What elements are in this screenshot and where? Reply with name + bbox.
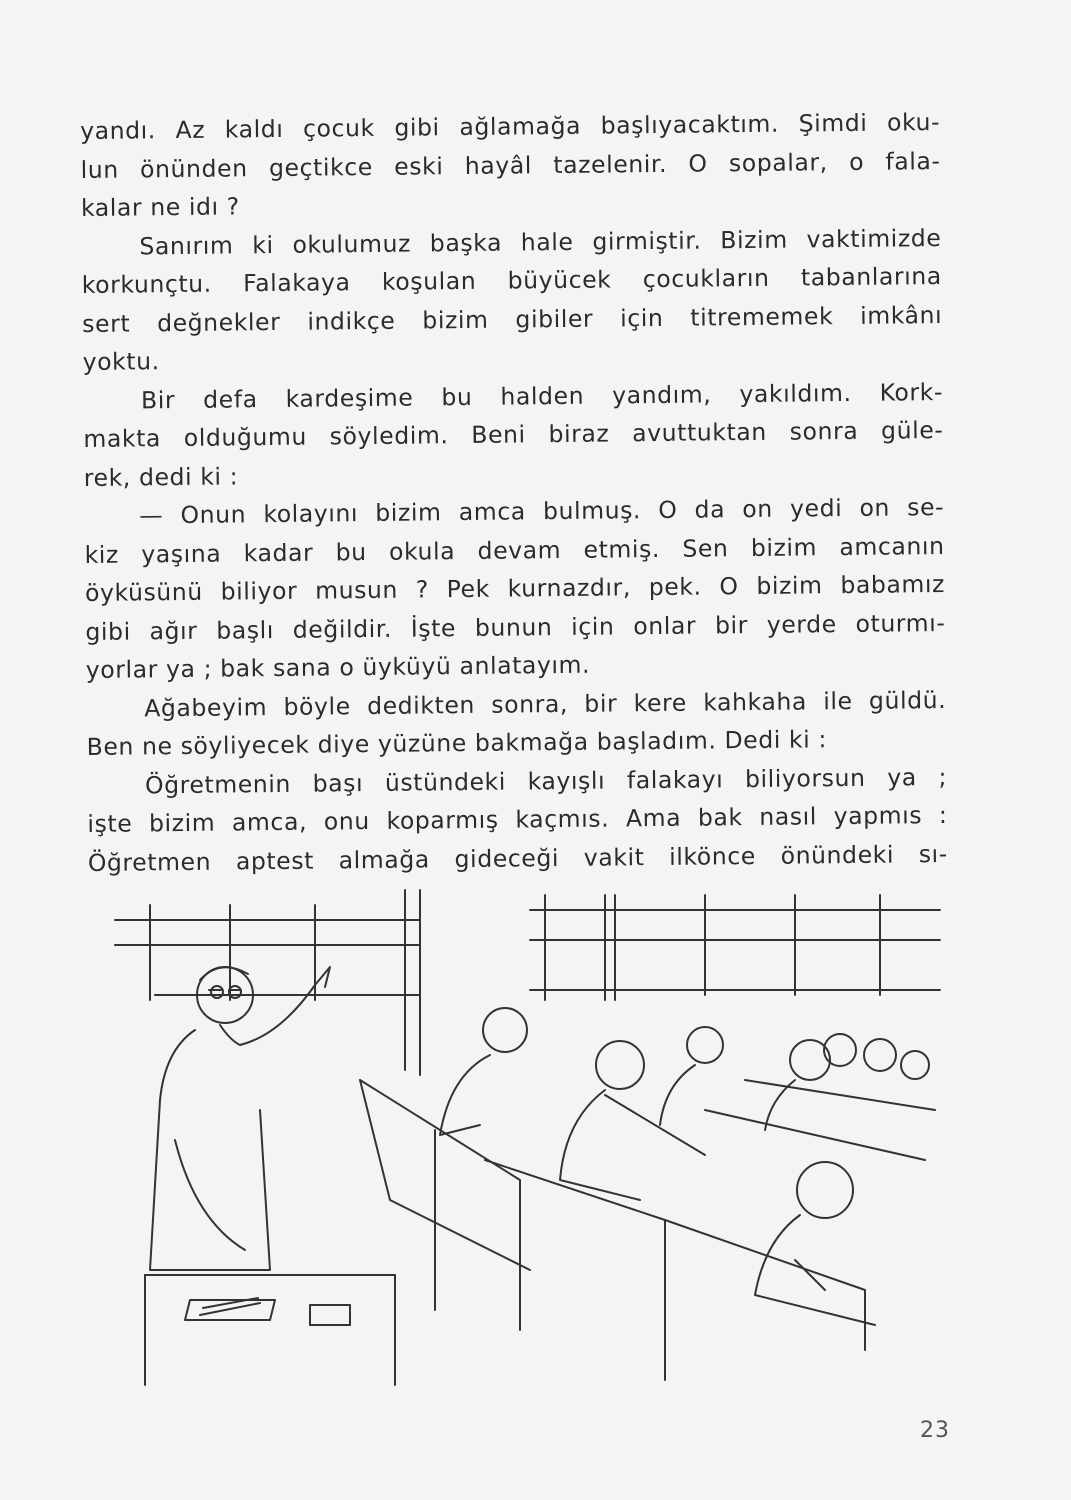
text-line: Öğretmenin başı üstündeki kayışlı falakayı biliyorsun ya ; bbox=[144, 762, 948, 799]
text-line: makta olduğumu söyledim. Beni biraz avuttuktan sonra güle- bbox=[83, 415, 944, 453]
text-line: yandı. Az kaldı çocuk gibi ağlamağa başlıyacaktım. Şimdi oku- bbox=[80, 107, 941, 145]
text-line: yorlar ya ; bak sana o üyküyü anlatayım. bbox=[85, 650, 591, 684]
classroom-illustration bbox=[105, 880, 945, 1390]
page-number: 23 bbox=[920, 1418, 950, 1443]
body-text bbox=[80, 103, 948, 882]
teacher-desk bbox=[145, 1275, 395, 1385]
right-window bbox=[530, 895, 940, 1000]
left-window bbox=[115, 890, 420, 1075]
students bbox=[440, 1008, 929, 1325]
text-line: Öğretmen aptest almağa gideceği vakit ilkönce önündeki sı- bbox=[87, 839, 948, 877]
text-line: — Onun kolayını bizim amca bulmuş. O da on yedi on se- bbox=[139, 492, 945, 530]
text-line: gibi ağır başlı değildir. İşte bunun için onlar bir yerde oturmı- bbox=[85, 608, 946, 646]
text-line: kalar ne idı ? bbox=[80, 192, 240, 222]
text-line: korkunçtu. Falakaya koşulan büyücek çocukların tabanlarına bbox=[81, 261, 942, 299]
text-line: rek, dedi ki : bbox=[83, 461, 239, 492]
text-line: sert değnekler indikçe bizim gibiler için titrememek imkânı bbox=[82, 300, 943, 338]
teacher-figure bbox=[150, 967, 330, 1270]
text-line: lun önünden geçtikce eski hayâl tazelenir. O sopalar, o fala- bbox=[80, 146, 941, 184]
student-desks bbox=[360, 1080, 935, 1380]
text-line: Ben ne söyliyecek diye yüzüne bakmağa başladım. Dedi ki : bbox=[86, 725, 828, 761]
text-line: Sanırım ki okulumuz başka hale girmiştir. Bizim vaktimizde bbox=[139, 223, 942, 260]
text-line: Ağabeyim böyle dedikten sonra, bir kere kahkaha ile güldü. bbox=[144, 685, 947, 722]
text-line: Bir defa kardeşime bu halden yandım, yakıldım. Kork- bbox=[140, 377, 944, 414]
text-line: işte bizim amca, onu koparmış kaçmıs. Ama bak nasıl yapmıs : bbox=[87, 800, 948, 838]
text-line: öyküsünü biliyor musun ? Pek kurnazdır, pek. O bizim babamız bbox=[84, 569, 946, 607]
text-line: kiz yaşına kadar bu okula devam etmiş. Sen bizim amcanın bbox=[84, 531, 945, 569]
text-line: yoktu. bbox=[82, 347, 160, 376]
